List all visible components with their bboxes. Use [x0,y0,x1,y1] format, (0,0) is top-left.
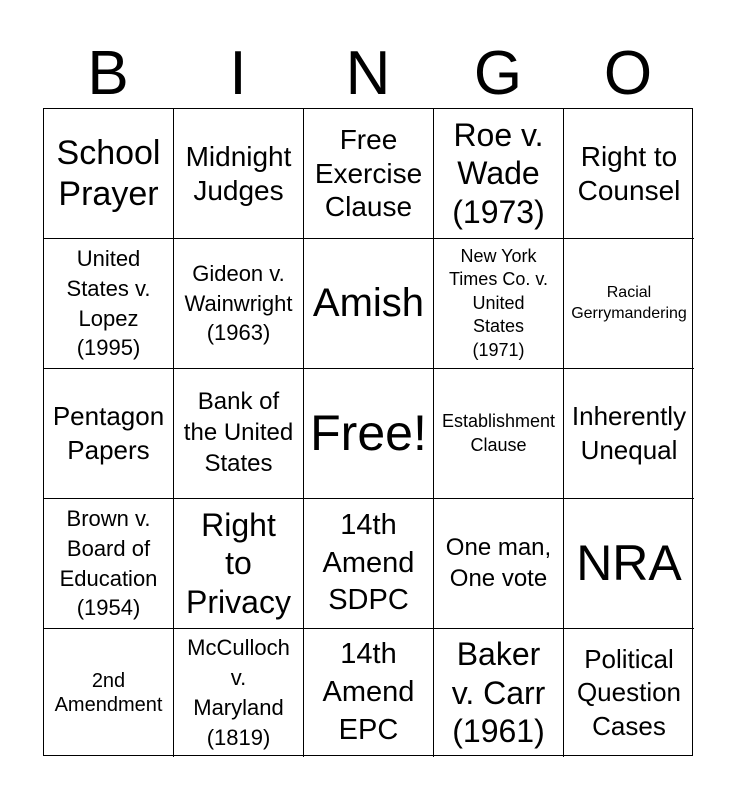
bingo-cell-r5-c5[interactable] [564,629,694,757]
header-letter-n: N [345,39,391,108]
bingo-cell-r4-c3[interactable] [304,499,434,629]
bingo-cell-r2-c3[interactable] [304,239,434,369]
cell-text: Racial Gerrymandering [571,283,687,322]
header-letter-g: G [473,39,523,108]
cell-text: New York Times Co. v. United States (1971) [448,246,548,360]
bingo-cell-r4-c2[interactable] [174,499,304,629]
cell-text: Free Exercise Clause [314,124,423,223]
cell-text: School Prayer [56,133,161,213]
cell-text: Midnight Judges [185,140,292,206]
bingo-cell-r5-c4[interactable] [434,629,564,757]
header-letter-i: I [229,39,247,108]
bingo-header [43,40,693,108]
bingo-cell-r1-c5[interactable] [564,109,694,239]
cell-text: 14th Amend EPC [322,638,415,746]
cell-text: Pentagon Papers [52,401,165,465]
bingo-cell-r1-c3[interactable] [304,109,434,239]
cell-text: Roe v. Wade (1973) [452,116,545,230]
bingo-cell-r4-c4[interactable] [434,499,564,629]
header-letter-b: B [87,39,129,108]
bingo-board [43,108,693,756]
bingo-cell-r4-c5[interactable] [564,499,694,629]
bingo-cell-r2-c1[interactable] [44,239,174,369]
cell-text: Political Question Cases [576,644,682,741]
cell-text: Right to Counsel [577,140,681,206]
bingo-cell-r3-c5[interactable] [564,369,694,499]
bingo-cell-r5-c1[interactable] [44,629,174,757]
cell-text: Inherently Unequal [571,401,687,465]
cell-text: Gideon v. Wainwright (1963) [184,260,293,346]
cell-text: United States v. Lopez (1995) [66,245,151,361]
cell-text: Right to Privacy [186,506,291,620]
bingo-cell-r2-c2[interactable] [174,239,304,369]
bingo-cell-r5-c2[interactable] [174,629,304,757]
cell-text: 14th Amend SDPC [322,508,415,617]
cell-text: NRA [576,535,682,591]
cell-text: Brown v. Board of Education (1954) [59,505,158,621]
cell-text: 2nd Amendment [54,670,163,716]
cell-text: Baker v. Carr (1961) [451,636,546,750]
cell-text: Establishment Clause [441,411,556,455]
bingo-cell-r2-c4[interactable] [434,239,564,369]
bingo-cell-r1-c1[interactable] [44,109,174,239]
free-space-text: Free! [310,405,427,461]
header-letter-o: O [603,39,653,108]
bingo-cell-r3-c1[interactable] [44,369,174,499]
cell-text: One man, One vote [445,533,552,592]
bingo-cell-r3-c3[interactable] [304,369,434,499]
bingo-cell-r3-c4[interactable] [434,369,564,499]
cell-text: Amish [312,280,425,325]
bingo-cell-r2-c5[interactable] [564,239,694,369]
bingo-cell-r1-c2[interactable] [174,109,304,239]
cell-text: McCulloch v. Maryland (1819) [187,635,290,750]
bingo-cell-r5-c3[interactable] [304,629,434,757]
bingo-cell-r4-c1[interactable] [44,499,174,629]
cell-text: Bank of the United States [183,388,294,477]
bingo-cell-r3-c2[interactable] [174,369,304,499]
bingo-cell-r1-c4[interactable] [434,109,564,239]
